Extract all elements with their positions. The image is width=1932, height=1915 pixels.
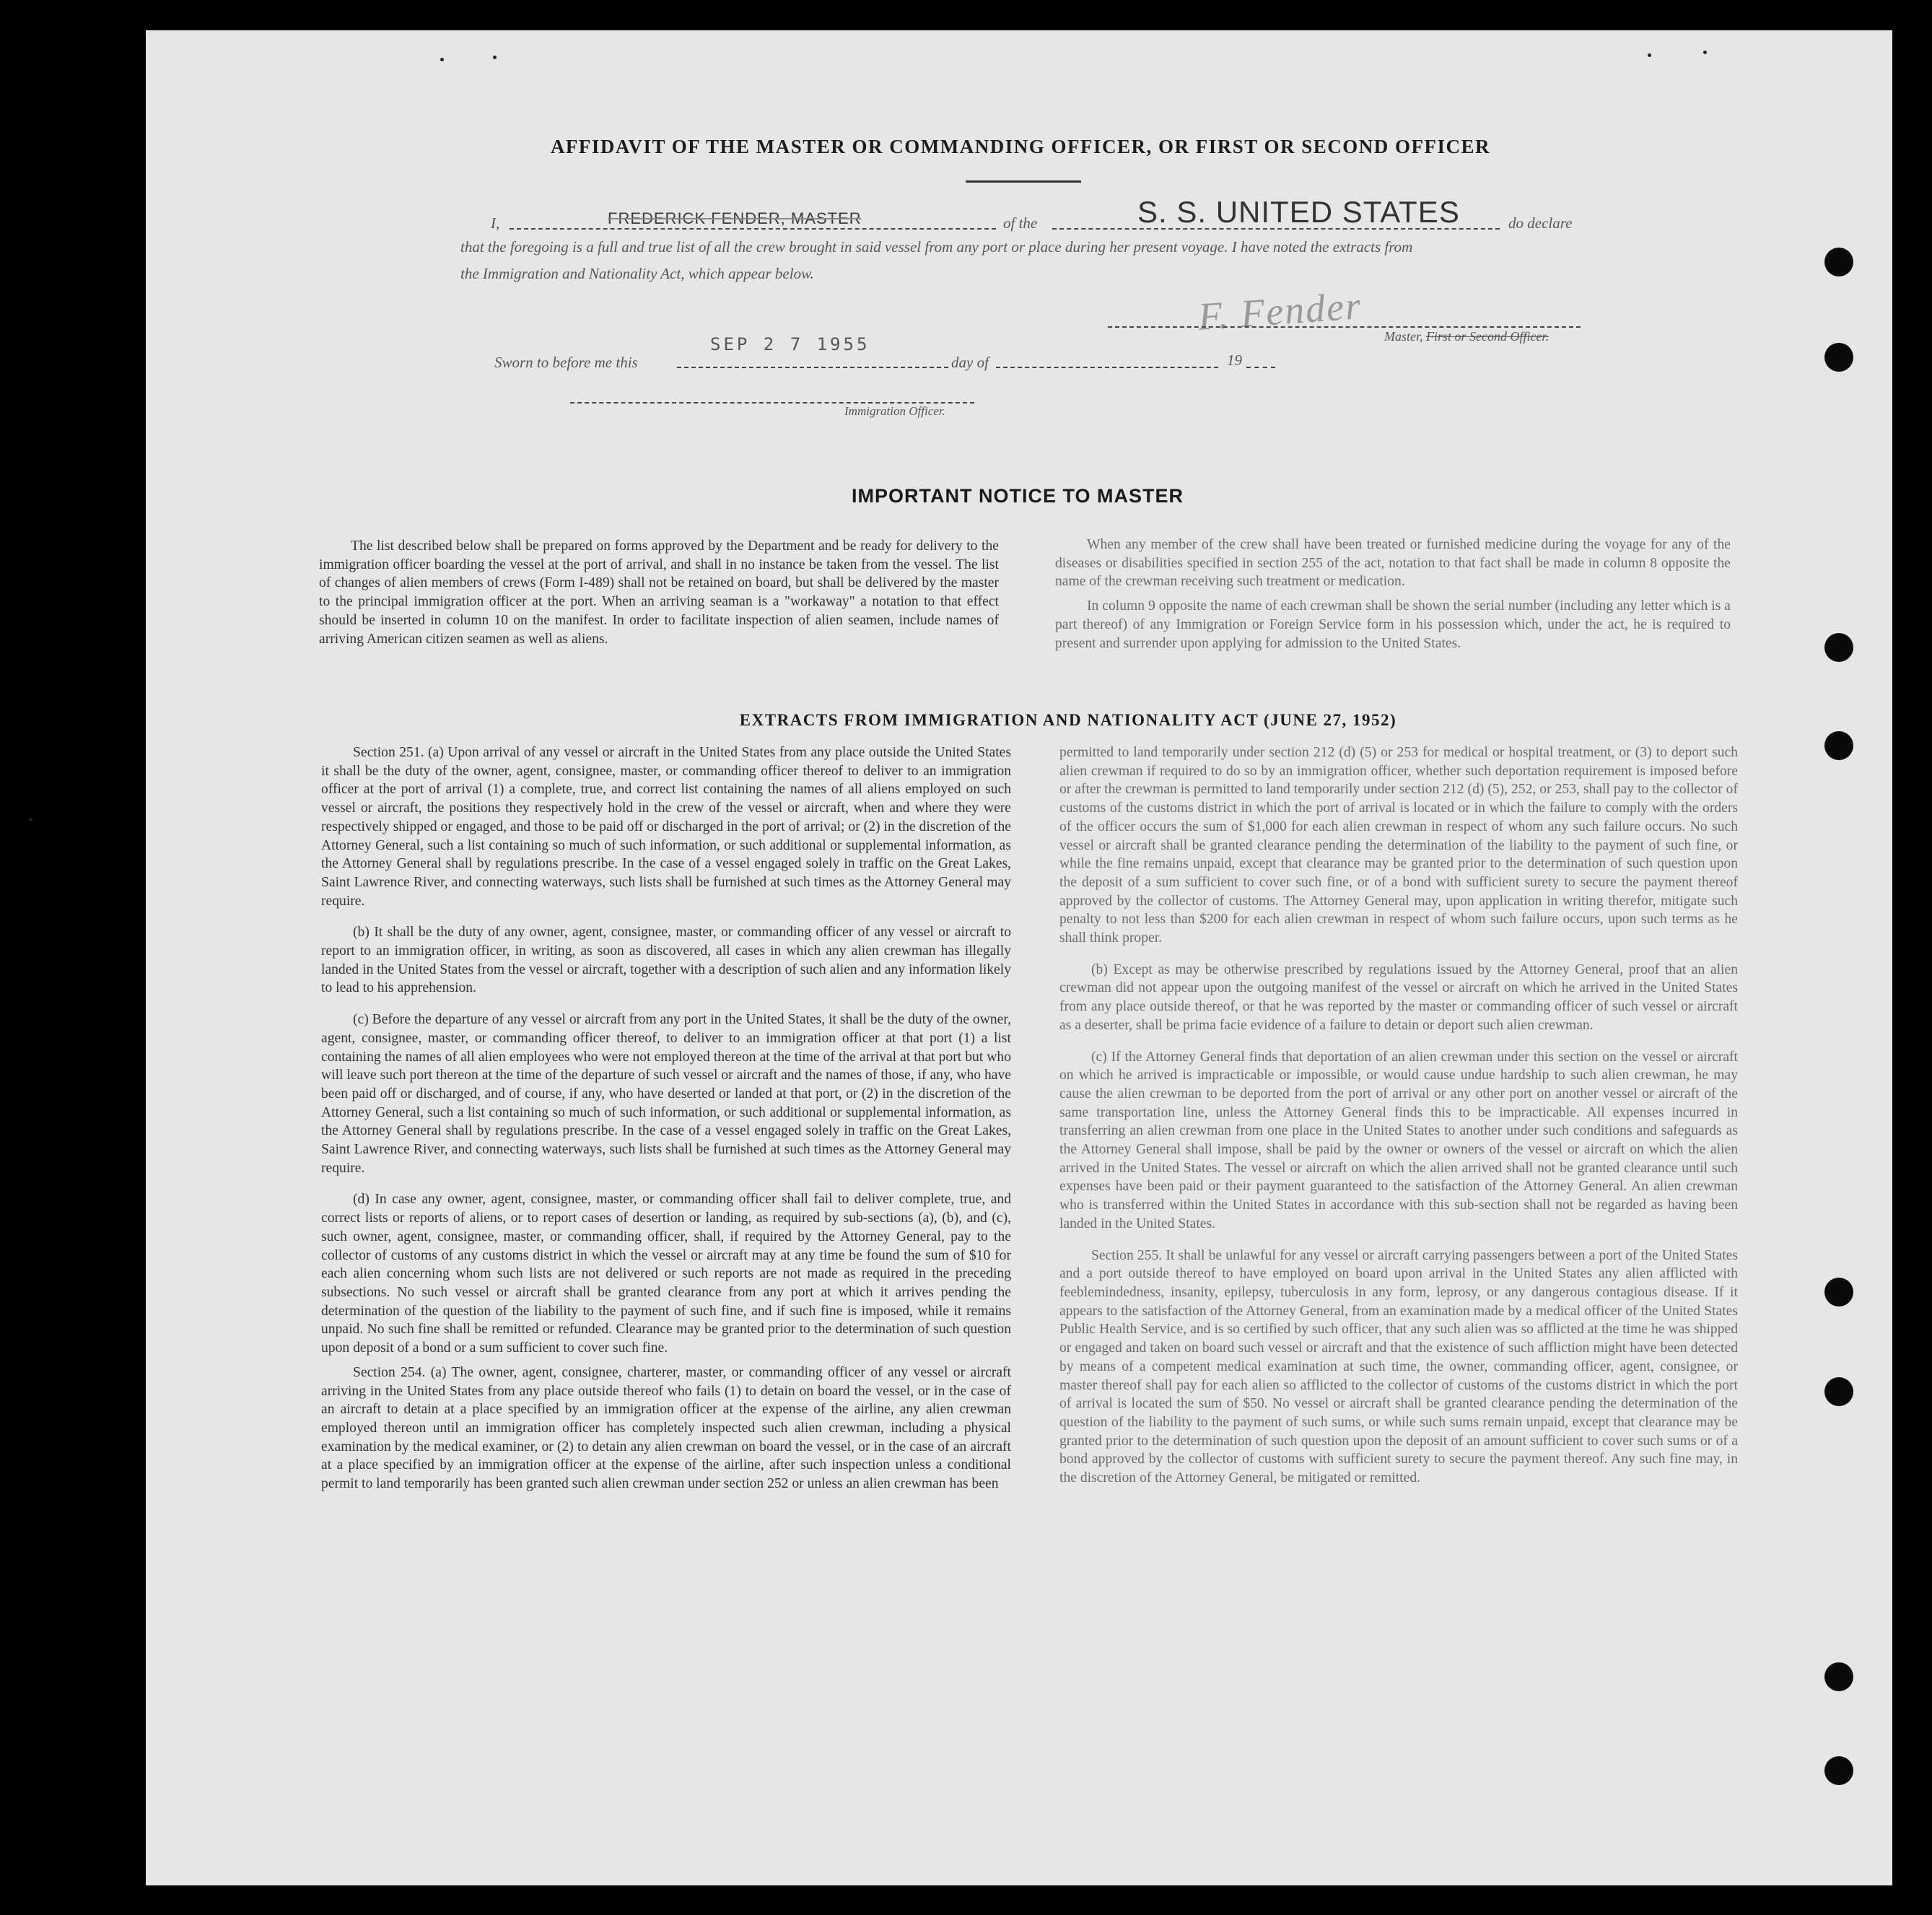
notice-right-paragraph-2: In column 9 opposite the name of each crewman shall be shown the serial number (including any letter which is a part thereof) of any Immigration or Foreign Service form in his possession which, under the act, he is required to present and surrender upon applying for admission to the United States.: [1055, 598, 1731, 651]
signature-caption: [1384, 329, 1549, 344]
section-251-d: (d) In case any owner, agent, consignee, master, or commanding officer shall fail to deliver complete, true, and correct lists or reports of aliens, or to report cases of desertion or landing, as required by sub-sections (a), (b), and (c), such owner, agent, consignee, master, or commanding officer, shall, if required by the Attorney General, pay to the collector of customs of any customs district in which the vessel or aircraft may at any time be found the sum of $10 for each alien concerning whom such lists are not delivered or such reports are not made as required in the preceding subsections. No such vessel or aircraft shall be granted clearance from any port at which it arrives pending the determination of the question of the liability to the payment of such fine, and if such fine is imposed, while it remains unpaid. No such fine shall be remitted or refunded. Clearance may be granted prior to the determination of such question upon deposit of a bond or a sum sufficient to cover such fine.: [321, 1192, 1011, 1356]
vessel-name-filled: S. S. UNITED STATES: [1137, 195, 1460, 229]
word-day-of: day of: [951, 354, 989, 371]
dust-speck: [1648, 53, 1651, 57]
master-label: Master,: [1384, 329, 1423, 344]
punch-hole: [1824, 248, 1853, 276]
year-blank: [1246, 367, 1275, 368]
section-251-a: Section 251. (a) Upon arrival of any vessel or aircraft in the United States from any place outside the United States it shall be the duty of the owner, agent, consignee, master, or commanding officer thereof to deliver to an immigration officer at the port of arrival (1) a complete, true, and correct list containing the names of all aliens employed on such vessel or aircraft, the positions they respectively hold in the crew of the vessel or aircraft, when and where they were respectively shipped or engaged, and those to be paid off or discharged in the port of arrival; or (2) in the discretion of the Attorney General, such a list containing so much of such information, or such additional or supplemental information, as the Attorney General shall by regulations prescribe. In the case of a vessel engaged solely in traffic on the Great Lakes, Saint Lawrence River, and connecting waterways, such lists shall be furnished at such times as the Attorney General may require.: [321, 745, 1011, 909]
section-254-b: (b) Except as may be otherwise prescribed by regulations issued by the Attorney General, proof that an alien crewman did not appear upon the outgoing manifest of the vessel or aircraft on which he arrived in the United States from any place outside thereof, or that he was reported by the master or commanding officer of such vessel or aircraft as a deserter, shall be prima facie evidence of a failure to detain or deport such alien crewman.: [1059, 961, 1738, 1033]
punch-hole: [1824, 1756, 1853, 1785]
notice-title: IMPORTANT NOTICE TO MASTER: [852, 485, 1184, 507]
section-251-c: (c) Before the departure of any vessel or aircraft from any port in the United States, it shall be the duty of the owner, agent, consignee, master, or commanding officer thereof, to deliver to an immigration officer at that port (1) a list containing the names of all alien employees who were not employed thereon at the time of the arrival at that port but who will leave such port thereon at the time of the departure of such vessel or aircraft and the names of those, if any, who have been paid off or discharged, and of course, if any, who have deserted or landed at that port, or (2) in the discretion of the Attorney General, such a list containing so much of such information, or such additional or supplemental information, as the Attorney General shall by regulations prescribe. In the case of a vessel engaged solely in traffic on the Great Lakes, Saint Lawrence River, and connecting waterways, such lists shall be furnished at such times as the Attorney General may require.: [321, 1012, 1011, 1176]
sworn-text: Sworn to before me this: [494, 354, 638, 371]
word-do-declare: do declare: [1508, 214, 1573, 232]
officer-label: Immigration Officer.: [844, 404, 945, 418]
section-254-c: (c) If the Attorney General finds that deportation of an alien crewman under this section on the vessel or aircraft on which he arrived is impracticable or impossible, or would cause undue hardship to such alien crewman, he may cause the alien crewman to be deported from the port of arrival or any other port on another vessel or aircraft of the same transportation line, unless the Attorney General finds this to be impracticable. All expenses incurred in transferring an alien crewman from one place in the United States to another under such conditions and safeguards as the Attorney General shall impose, shall be paid by the owner or owners of the vessel or aircraft on which the alien arrived in the United States. The vessel or aircraft on which the alien arrived shall not be granted clearance until such expenses have been paid or their payment guaranteed to the satisfaction of the Attorney General. An alien crewman who is transferred within the United States in accordance with this sub-section shall not be regarded as having been landed in the United States.: [1059, 1049, 1738, 1231]
notice-right-column: [1055, 536, 1731, 658]
word-of-the: of the: [1003, 214, 1038, 232]
dust-speck: [1703, 51, 1707, 54]
name-blank: [510, 228, 996, 230]
struck-officer-label: First or Second Officer.: [1426, 329, 1549, 344]
officer-signature-line: [570, 402, 974, 403]
affidavit-title: AFFIDAVIT OF THE MASTER OR COMMANDING OFFICER, OR FIRST OR SECOND OFFICER: [550, 136, 1491, 157]
punch-hole: [1824, 731, 1853, 760]
title-divider: [966, 180, 1081, 183]
master-signature: F. Fender: [1197, 284, 1363, 339]
section-254-a-continued: permitted to land temporarily under section 212 (d) (5) or 253 for medical or hospital treatment, or (3) to deport such alien crewman if required to do so by an immigration officer, whether such deportation requirement is imposed before or after the crewman is permitted to land temporarily under section 212 (d) (5), 252, or 253, shall pay to the collector of customs of the customs district in which the port of arrival is located or in which the failure to comply with the orders of the officer occurs the sum of $1,000 for each alien crewman in respect of whom any such failure occurs. No such vessel or aircraft shall be granted clearance pending the determination of the liability to the payment of such fine, or while the fine remains unpaid, except that clearance may be granted prior to the determination of such question upon the deposit of a sum sufficient to cover such fine, or of a bond with sufficient surety to secure the payment thereof approved by the collector of customs. The Attorney General may, upon application in writing therefor, mitigate such penalty to not less than $200 for each alien crewman in respect of whom such failure occurs, upon such terms as he shall think proper.: [1059, 745, 1738, 946]
punch-hole: [1824, 1278, 1853, 1307]
punch-hole: [1824, 343, 1853, 372]
punch-hole: [1824, 1377, 1853, 1406]
dust-speck: [440, 58, 444, 61]
master-name-filled: FREDERICK FENDER, MASTER: [608, 209, 862, 227]
notice-left-column: [319, 537, 999, 654]
month-blank: [996, 367, 1218, 368]
section-251-b: (b) It shall be the duty of any owner, agent, consignee, master, or commanding officer of any vessel or aircraft to report to an immigration officer, in writing, as soon as discovered, all cases in which any alien crewman has illegally landed in the United States from the vessel or aircraft, together with a description of such alien and any information likely to lead to his apprehension.: [321, 925, 1011, 996]
signature-line: [1108, 326, 1581, 328]
dust-speck: [493, 56, 497, 59]
punch-hole: [1824, 633, 1853, 662]
sworn-date-blank: [677, 367, 948, 368]
notice-left-paragraph: The list described below shall be prepared on forms approved by the Department and be ready for delivery to the immigration officer boarding the vessel at the port of arrival, and shall in no instance be taken from the vessel. The list of changes of alien members of crews (Form I-489) shall not be retained on board, but shall be delivered by the master to the principal immigration officer at the port. When an arriving seaman is a "workaway" a notation to that effect should be inserted in column 10 on the manifest. In order to facilitate inspection of alien seamen, include names of arriving American citizen seamen as well as aliens.: [319, 538, 999, 647]
declaration-line-2: that the foregoing is a full and true list of all the crew brought in said vessel from any port or place during her present voyage. I have noted the extracts from: [460, 238, 1413, 256]
declaration-line-3: the Immigration and Nationality Act, which appear below.: [460, 265, 814, 282]
section-254-a: Section 254. (a) The owner, agent, consignee, charterer, master, or commanding officer of any vessel or aircraft arriving in the United States from any place outside thereof who fails (1) to detain on board the vessel, or in the case of an aircraft to detain at a place specified by an immigration officer at the expense of the airline, any alien crewman employed thereon until an immigration officer has completely inspected such alien crewman, including a physical examination by the medical examiner, or (2) to detain any alien crewman on board the vessel, or in the case of an aircraft at a place specified by an immigration officer at the expense of the airline, after such inspection unless a conditional permit to land temporarily has been granted such alien crewman under section 252 or unless an alien crewman has been: [321, 1364, 1011, 1492]
word-year-prefix: 19: [1227, 352, 1242, 369]
date-stamp: SEP 2 7 1955: [710, 334, 870, 354]
word-i: I,: [491, 214, 500, 232]
extracts-left-column: [321, 743, 1011, 1499]
section-255: Section 255. It shall be unlawful for any vessel or aircraft carrying passengers between a port of the United States and a port outside thereof to have employed on board upon arrival in the United States any alien afflicted with feeblemindedness, insanity, epilepsy, tuberculosis in any form, leprosy, or any dangerous contagious disease. If it appears to the satisfaction of the Attorney General, from an examination made by a medical officer of the United States Public Health Service, and is so certified by such officer, that any such alien was so afflicted at the time he was shipped or engaged and taken on board such vessel or aircraft and that the existence of such affliction might have been detected by means of a competent medical examination at such time, the owner, commanding officer, agent, consignee, or master thereof shall pay for each alien so afflicted to the collector of customs of the customs district in which the port of arrival is located the sum of $50. No vessel or aircraft shall be granted clearance pending the determination of the question of the liability to the payment of such sums, or while such sums remain unpaid, except that clearance may be granted prior to the determination of such question upon the deposit of an amount sufficient to cover such sums or of a bond approved by the collector of customs with sufficient surety to secure the payment thereof. Any such fine may, in the discretion of the Attorney General, be mitigated or remitted.: [1059, 1247, 1738, 1486]
punch-hole: [1824, 1662, 1853, 1691]
dust-speck: [29, 818, 32, 821]
extracts-title: EXTRACTS FROM IMMIGRATION AND NATIONALITY ACT (JUNE 27, 1952): [739, 711, 1397, 729]
notice-right-paragraph-1: When any member of the crew shall have been treated or furnished medicine during the voyage for any of the diseases or disabilities specified in section 255 of the act, notation to that fact shall be made in column 8 opposite the name of the crewman receiving such treatment or medication.: [1055, 537, 1731, 590]
extracts-right-column: [1059, 743, 1738, 1493]
